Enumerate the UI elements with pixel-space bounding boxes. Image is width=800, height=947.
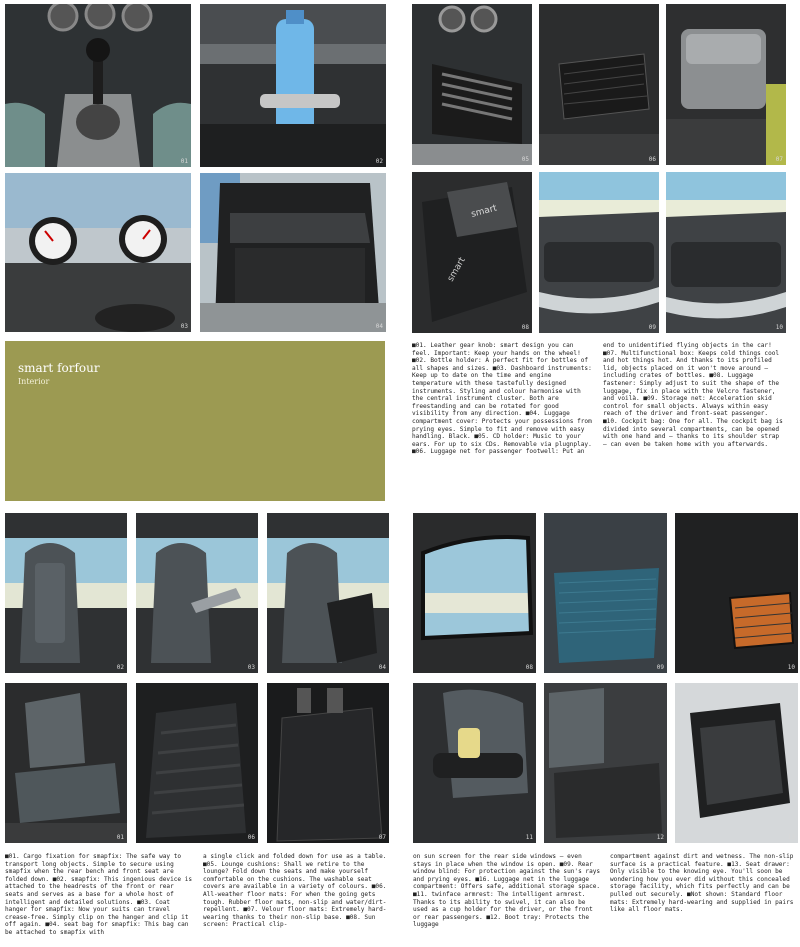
photo-lounge-cushions [5,683,127,843]
photo-velour-mats [267,683,389,843]
photo-number: 09 [648,324,656,331]
photo-number: 03 [247,664,255,671]
bottom-text-column-4: compartment against dirt and wetness. The non-slip surface is a practical feature. ■13. Seat drawer: Only visible to the knowing eye. You'll soon be wondering how you ever did without this concealed storage facility, which fits perfectly and can be pulled out securely. ■Not shown: Standard floor mats: Extremely hard-wearing and supplied in pairs like all floor mats. [610,853,794,914]
bottom-text-column-1: ■01. Cargo fixation for smapfix: The safe way to transport long objects. Simple to secure using smapfix when the rear bench and front seat are folded down. ■02. smapfix: This ingenious device is attached to the headrests of the front or rear seats and serves as a base for a whole host of intelligent and detailed solutions. ■03. Coat hanger for smapfix: Now your suits can travel crease-free. Simply clip on the hanger and clip it off again. ■04. seat bag for smapfix: This bag can be attached to smapfix with [5,853,193,936]
page-title: smart forfour [18,361,100,375]
photo-gear-knob [5,4,191,167]
photo-cd-holder [412,4,532,165]
photo-number: 01 [180,158,188,165]
photo-multifunctional-box [666,4,786,165]
photo-luggage-cover [200,173,386,332]
photo-cockpit-bag [666,172,786,333]
photo-all-weather-mats [136,683,258,843]
photo-number: 06 [648,156,656,163]
photo-number: 11 [525,834,533,841]
photo-number: 07 [378,834,386,841]
photo-number: 08 [525,664,533,671]
photo-seat-drawer [675,683,798,843]
title-box [5,341,385,501]
photo-smapfix [5,513,127,673]
photo-number: 05 [521,156,529,163]
photo-number: 07 [775,156,783,163]
photo-rear-window-blind [544,513,667,673]
photo-number: 09 [656,664,664,671]
photo-dashboard-instruments [5,173,191,332]
photo-boot-tray [544,683,667,843]
photo-number: 04 [378,664,386,671]
photo-storage-net [539,172,659,333]
photo-luggage-fastener [412,172,532,333]
photo-number: 03 [180,323,188,330]
photo-number: 04 [375,323,383,330]
photo-bottle-holder [200,4,386,167]
photo-number: 02 [116,664,124,671]
photo-twinface-armrest [413,683,536,843]
svg-text:smart: smart [445,255,468,284]
page-subtitle: Interior [18,377,50,386]
photo-coat-hanger [136,513,258,673]
photo-luggage-net [675,513,798,673]
svg-text:smart: smart [470,203,499,220]
photo-sun-screen [413,513,536,673]
photo-number: 02 [375,158,383,165]
bottom-text-column-3: on sun screen for the rear side windows – even stays in place when the window is open. ■09. Rear window blind: For protection against the sun's rays and prying eyes. ■16. Luggage net in the luggage compartment: Offers safe, additional storage space. ■11. twinface armrest: The intelligent armrest. Thanks to its ability to swivel, it can also be used as a cup holder for the driver, or the front or rear passengers. ■12. Boot tray: Protects the luggage [413,853,601,929]
photo-seat-bag [267,513,389,673]
top-text-column-2: end to unidentified flying objects in the car! ■07. Multifunctional box: Keeps cold things cool and hot things hot. And thanks to its profiled lid, objects placed on it won't move around – including crates of bottles. ■08. Luggage fastener: Simply adjust to suit the shape of the luggage, fix in place with the Velcro fastener, and voilà. ■09. Storage net: Acceleration skid control for small objects. Always within easy reach of the driver and front-seat passenger. ■10. Cockpit bag: One for all. The cockpit bag is divided into several compartments, can be opened with one hand and – thanks to its shoulder strap – can even be taken home with you afterwards. [603,342,783,448]
photo-number: 08 [521,324,529,331]
photo-number: 01 [116,834,124,841]
photo-number: 10 [775,324,783,331]
bottom-text-column-2: a single click and folded down for use as a table. ■05. Lounge cushions: Shall we retire to the lounge? Fold down the seats and make yourself comfortable on the cushions. The washable seat covers are available in a variety of colours. ■06. All-weather floor mats: For when the going gets tough. Rubber floor mats, non-slip and water/dirt-repellent. ■07. Velour floor mats: Extremely hard-wearing thanks to their non-slip base. ■08. Sun screen: Practical clip- [203,853,387,929]
top-text-column-1: ■01. Leather gear knob: smart design you can feel. Important: Keep your hands on the wheel! ■02. Bottle holder: A perfect fit for bottles of all shapes and sizes. ■03. Dashboard instruments: Keep up to date on the time and engine temperature with these tastefully designed instruments. Styling and colour harmonise with the central instrument cluster. Both are freestanding and can be rotated for good visibility from any direction. ■04. Luggage compartment cover: Protects your possessions from prying eyes. Simple to fit and remove with easy handling. Black. ■05. CD holder: Music to your ears. For up to six CDs. Removable via plugnplay. ■06. Luggage net for passenger footwell: Put an [412,342,592,456]
photo-number: 10 [787,664,795,671]
photo-number: 06 [247,834,255,841]
photo-number: 12 [656,834,664,841]
photo-number: 13 [787,834,795,841]
photo-footwell-net [539,4,659,165]
